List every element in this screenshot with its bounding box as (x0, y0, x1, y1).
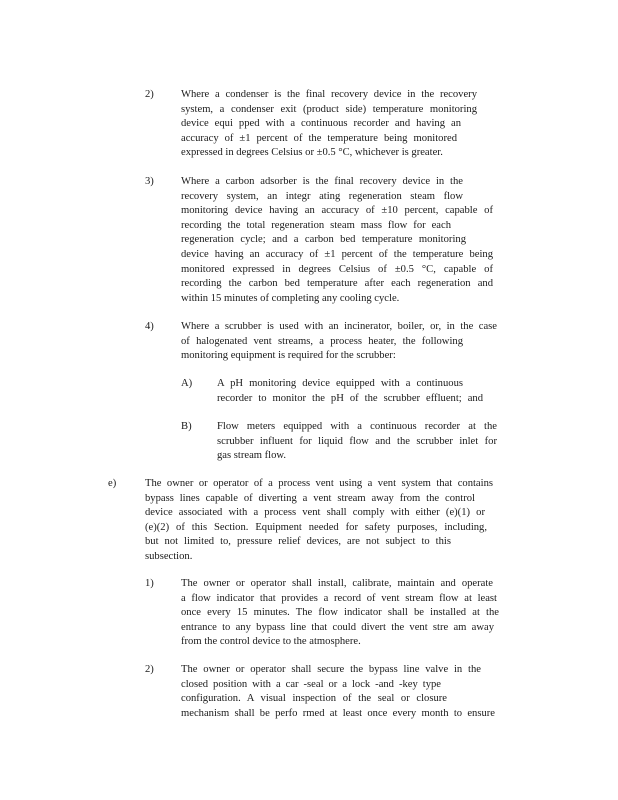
text-line: regeneration cycle; and a carbon bed temperature monitoring (181, 234, 466, 246)
text-line: Where a condenser is the final recovery device in the recovery (181, 89, 477, 100)
list-marker: 3) (145, 176, 154, 187)
text-line: configuration. A visual inspection of the seal or closure (181, 693, 447, 705)
text-line: The owner or operator shall install, calibrate, maintain and operate (181, 578, 493, 589)
text-line: device having an accuracy of ±1 percent of the temperature being (181, 248, 493, 260)
text-line: bypass lines capable of diverting a vent stream away from the control (145, 492, 475, 504)
paragraph (181, 663, 495, 721)
text-line: The owner or operator of a process vent using a vent system that contains (145, 478, 493, 489)
list-marker: 2) (145, 89, 154, 100)
text-line: monitored expressed in degrees Celsius of ±0.5 °C, capable of (181, 263, 493, 275)
list-marker: 2) (145, 664, 154, 675)
text-line: a flow indicator that provides a record of vent stream flow at least (181, 592, 497, 604)
text-line: recorder to monitor the pH of the scrubber effluent; and (217, 392, 483, 404)
text-line: scrubber influent for liquid flow and the scrubber inlet for (217, 435, 497, 447)
text-line: Where a scrubber is used with an incinerator, boiler, or, in the case (181, 321, 497, 332)
text-line: mechanism shall be perfo rmed at least once every month to ensure (181, 707, 495, 719)
paragraph (145, 477, 493, 565)
list-marker: e) (108, 478, 117, 489)
text-line: A pH monitoring device equipped with a continuous (217, 378, 463, 389)
list-marker: B) (181, 421, 192, 432)
paragraph (217, 377, 483, 406)
paragraph (181, 175, 493, 306)
text-line: but not limited to, pressure relief devices, are not subject to this (145, 536, 451, 548)
text-line: recording the carbon bed temperature after each regeneration and (181, 278, 493, 290)
paragraph (217, 420, 497, 464)
text-line: expressed in degrees Celsius or ±0.5 °C, whichever is greater. (181, 147, 443, 159)
text-line: Where a carbon adsorber is the final recovery device in the (181, 176, 463, 187)
text-line: device equi pped with a continuous recorder and having an (181, 118, 461, 130)
text-line: Flow meters equipped with a continuous recorder at the (217, 421, 497, 432)
list-marker: A) (181, 378, 193, 389)
text-line: entrance to any bypass line that could divert the vent stre am away (181, 621, 494, 633)
text-line: accuracy of ±1 percent of the temperature being monitored (181, 132, 457, 144)
text-line: closed position with a car -seal or a lock -and -key type (181, 678, 441, 690)
text-line: gas stream flow. (217, 450, 287, 462)
text-line: device associated with a process vent shall comply with either (e)(1) or (145, 507, 485, 519)
text-line: The owner or operator shall secure the bypass line valve in the (181, 664, 481, 675)
text-line: of halogenated vent streams, a process heater, the following (181, 335, 463, 347)
text-line: monitoring device having an accuracy of ±10 percent, capable of (181, 205, 493, 217)
list-marker: 1) (145, 578, 154, 589)
list-marker: 4) (145, 321, 154, 332)
text-line: from the control device to the atmosphere. (181, 636, 361, 648)
text-line: subsection. (145, 550, 193, 562)
text-line: recovery system, an integr ating regeneration steam flow (181, 190, 463, 202)
text-line: once every 15 minutes. The flow indicator shall be installed at the (181, 607, 499, 619)
text-line: recording the total regeneration steam mass flow for each (181, 219, 451, 231)
paragraph (181, 320, 497, 364)
text-line: monitoring equipment is required for the scrubber: (181, 350, 396, 362)
text-line: system, a condenser exit (product side) temperature monitoring (181, 103, 477, 115)
text-line: (e)(2) of this Section. Equipment needed for safety purposes, including, (145, 521, 487, 533)
paragraph (181, 88, 477, 161)
text-line: within 15 minutes of completing any cooling cycle. (181, 292, 400, 304)
paragraph (181, 577, 499, 650)
